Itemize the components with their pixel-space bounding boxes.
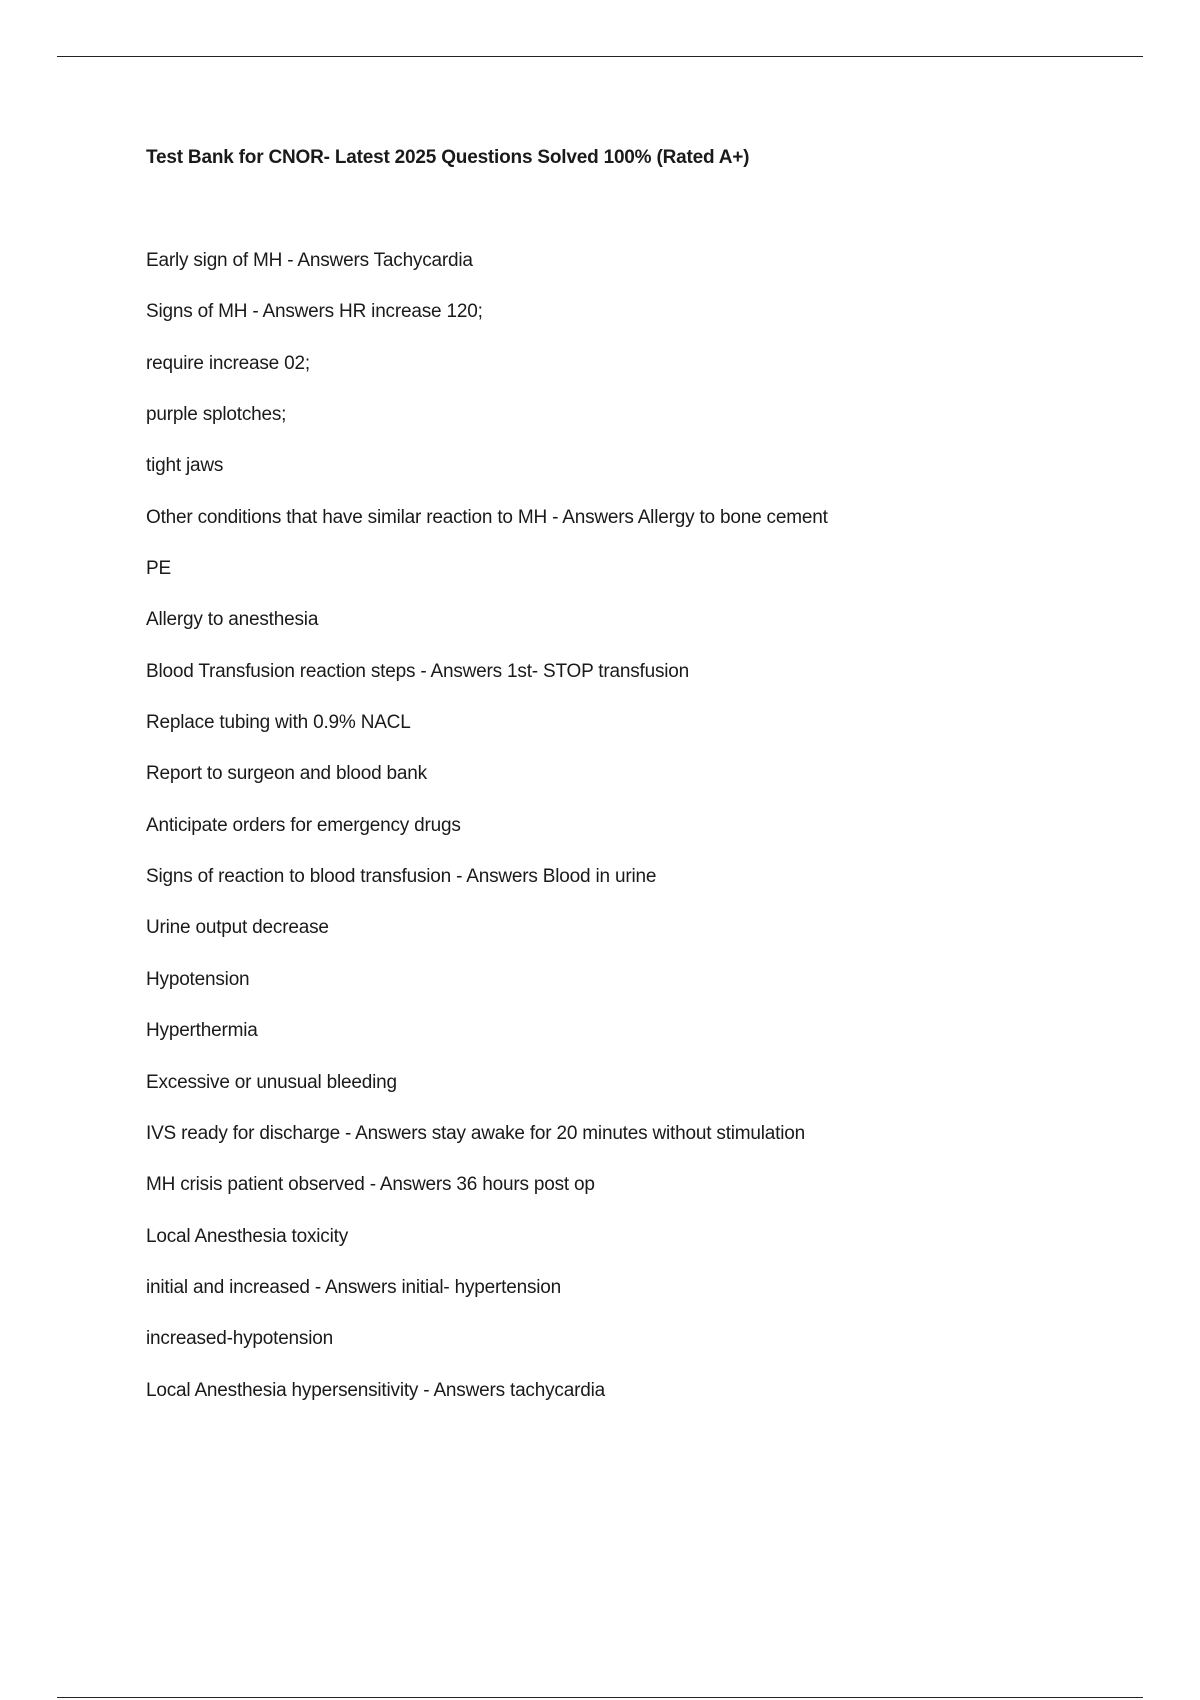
qa-line: Signs of reaction to blood transfusion - Answers Blood in urine xyxy=(146,866,657,888)
qa-line: Urine output decrease xyxy=(146,917,329,939)
qa-line: initial and increased - Answers initial- hypertension xyxy=(146,1276,562,1298)
qa-list xyxy=(146,249,828,1430)
qa-line: Hypotension xyxy=(146,968,250,990)
qa-line: IVS ready for discharge - Answers stay awake for 20 minutes without stimulation xyxy=(146,1122,806,1144)
qa-line: Excessive or unusual bleeding xyxy=(146,1071,397,1093)
qa-line: require increase 02; xyxy=(146,352,310,374)
qa-line: Local Anesthesia toxicity xyxy=(146,1225,349,1247)
qa-line: increased-hypotension xyxy=(146,1328,333,1350)
qa-line: Allergy to anesthesia xyxy=(146,609,319,631)
qa-line: Local Anesthesia hypersensitivity - Answers tachycardia xyxy=(146,1379,605,1401)
footer-rule xyxy=(57,1697,1143,1698)
header-rule xyxy=(57,56,1143,57)
qa-line: MH crisis patient observed - Answers 36 hours post op xyxy=(146,1174,595,1196)
qa-line: Report to surgeon and blood bank xyxy=(146,763,427,785)
qa-line: Replace tubing with 0.9% NACL xyxy=(146,712,411,734)
qa-line: PE xyxy=(146,558,171,580)
qa-line: Early sign of MH - Answers Tachycardia xyxy=(146,250,473,271)
qa-line: Other conditions that have similar reaction to MH - Answers Allergy to bone cement xyxy=(146,506,828,528)
qa-line: Anticipate orders for emergency drugs xyxy=(146,814,461,836)
qa-line: Blood Transfusion reaction steps - Answers 1st- STOP transfusion xyxy=(146,660,690,682)
qa-line: Signs of MH - Answers HR increase 120; xyxy=(146,301,483,323)
qa-line: tight jaws xyxy=(146,455,224,477)
qa-line: purple splotches; xyxy=(146,404,287,426)
qa-line: Hyperthermia xyxy=(146,1020,258,1042)
document-title: Test Bank for CNOR- Latest 2025 Questions Solved 100% (Rated A+) xyxy=(146,147,750,168)
